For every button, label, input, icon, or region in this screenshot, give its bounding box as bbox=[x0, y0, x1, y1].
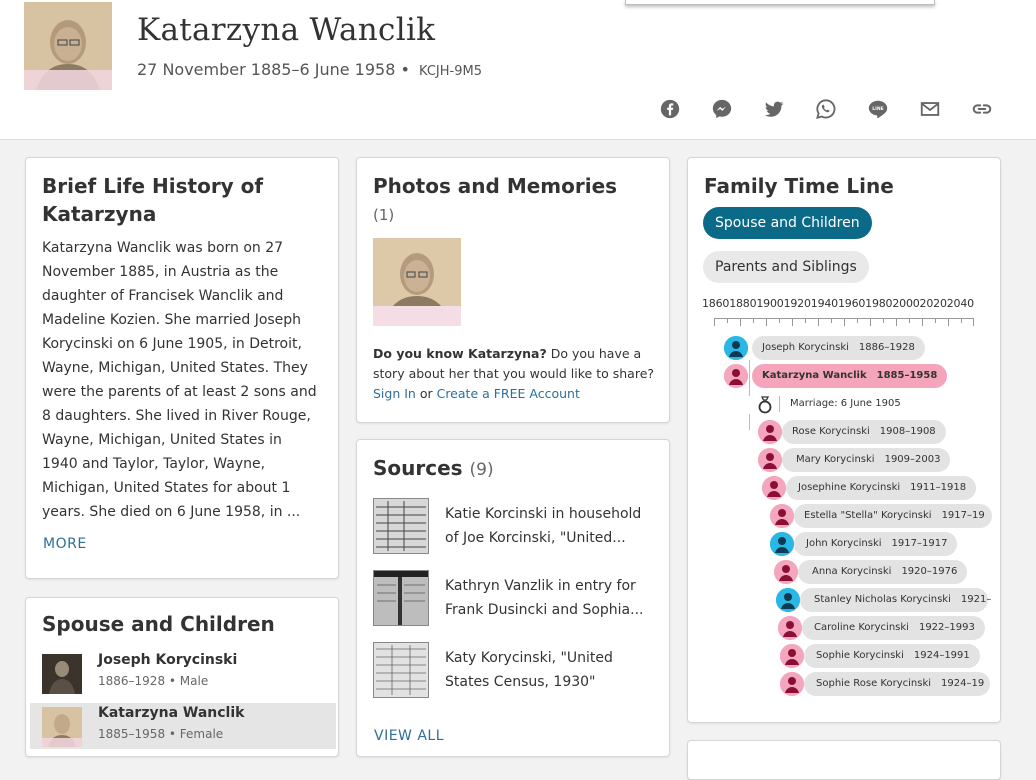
timeline-name: Stanley Nicholas Korycinski bbox=[814, 594, 951, 605]
source-text[interactable] bbox=[445, 646, 655, 694]
timeline-years: 1885–1958 bbox=[876, 370, 938, 381]
link-icon[interactable] bbox=[971, 98, 993, 120]
next-card bbox=[687, 740, 1001, 780]
memory-photo[interactable] bbox=[373, 238, 461, 326]
timeline-bar[interactable] bbox=[794, 532, 957, 556]
bio-line: Madeline Kozien. She married Joseph bbox=[42, 312, 302, 328]
member-meta: 1886–1928 • Male bbox=[98, 674, 209, 688]
timeline-years: 1886–1928 bbox=[858, 342, 915, 353]
female-person-icon bbox=[780, 644, 804, 668]
female-person-icon bbox=[778, 616, 802, 640]
life-history-title-line1: Brief Life History of bbox=[42, 174, 264, 198]
life-history-title-line2: Katarzyna bbox=[42, 202, 157, 226]
bio-line: 8 daughters. She lived in River Rouge, bbox=[42, 408, 311, 424]
life-history-title bbox=[42, 172, 263, 228]
timeline-years: 1922–1993 bbox=[918, 622, 975, 633]
source-document-thumbnail bbox=[373, 642, 429, 698]
bio-line: Michigan, United States for about 1 bbox=[42, 480, 291, 496]
female-person-icon bbox=[758, 448, 782, 472]
photos-count: (1) bbox=[373, 206, 395, 224]
timeline-bar[interactable] bbox=[782, 420, 946, 444]
source-item[interactable] bbox=[373, 498, 653, 554]
whatsapp-icon[interactable] bbox=[815, 98, 837, 120]
dates-separator: • bbox=[400, 60, 410, 79]
timeline-years: 1924–19 bbox=[941, 678, 985, 689]
dropdown-panel-edge bbox=[625, 0, 935, 5]
photos-card bbox=[356, 157, 670, 423]
person-avatar[interactable] bbox=[24, 2, 112, 90]
timeline-bar[interactable] bbox=[794, 504, 992, 528]
timeline-connector bbox=[749, 360, 750, 396]
family-timeline-card bbox=[687, 157, 1001, 723]
memories-prompt bbox=[373, 344, 665, 404]
timeline-bar[interactable] bbox=[798, 560, 967, 584]
tab-spouse-children[interactable]: Spouse and Children bbox=[703, 207, 872, 239]
prompt-rest: Do you have a bbox=[546, 346, 642, 361]
source-line1: Kathryn Vanzlik in entry for bbox=[445, 578, 636, 594]
prompt-line2: story about her that you would like to share? bbox=[373, 366, 655, 381]
source-line1: Katie Korcinski in household bbox=[445, 506, 642, 522]
source-item[interactable] bbox=[373, 642, 653, 698]
source-document-thumbnail bbox=[373, 570, 429, 626]
member-name[interactable]: Katarzyna Wanclik bbox=[98, 705, 245, 721]
prompt-bold: Do you know Katarzyna? bbox=[373, 346, 547, 361]
marriage-label: Marriage: 6 June 1905 bbox=[790, 398, 901, 409]
svg-text:LINE: LINE bbox=[872, 107, 884, 113]
facebook-icon[interactable] bbox=[659, 98, 681, 120]
bio-line: November 1885, in Austria as the bbox=[42, 264, 279, 280]
member-name[interactable]: Joseph Korycinski bbox=[98, 652, 238, 668]
timeline-years: 1917–19 bbox=[941, 510, 985, 521]
line-icon[interactable] bbox=[867, 98, 889, 120]
male-person-icon bbox=[776, 588, 800, 612]
bio-line: were the parents of at least 2 sons and bbox=[42, 384, 317, 400]
bio-line: 1940 and Taylor, Taylor, Wayne, bbox=[42, 456, 266, 472]
messenger-icon[interactable] bbox=[711, 98, 733, 120]
bio-line: Katarzyna Wanclik was born on 27 bbox=[42, 240, 284, 256]
sign-in-link[interactable]: Sign In bbox=[373, 386, 416, 401]
tab-parents-siblings[interactable]: Parents and Siblings bbox=[703, 251, 869, 283]
sources-title-text: Sources bbox=[373, 456, 463, 480]
timeline-name: Sophie Rose Korycinski bbox=[816, 678, 932, 689]
timeline-years: 1911–1918 bbox=[910, 482, 967, 493]
email-icon[interactable] bbox=[919, 98, 941, 120]
timeline-years: 1920–1976 bbox=[901, 566, 958, 577]
sources-card bbox=[356, 439, 670, 757]
person-lifespan bbox=[137, 60, 482, 79]
source-line2: Frank Dusincki and Sophia... bbox=[445, 602, 644, 618]
member-avatar bbox=[42, 707, 82, 747]
timeline-name: Joseph Korycinski bbox=[762, 342, 849, 353]
ring-icon bbox=[756, 392, 774, 416]
family-member-joseph[interactable] bbox=[30, 650, 336, 696]
timeline-name: Caroline Korycinski bbox=[814, 622, 909, 633]
timeline-years: 1924–1991 bbox=[913, 650, 970, 661]
timeline-name: Katarzyna Wanclik bbox=[762, 370, 867, 381]
photos-title: Photos and Memories bbox=[373, 174, 618, 198]
timeline-years: 1921– bbox=[960, 594, 992, 605]
person-name: Katarzyna Wanclik bbox=[137, 12, 436, 48]
timeline-name: Mary Korycinski bbox=[796, 454, 875, 465]
sources-title bbox=[373, 454, 494, 484]
create-account-link[interactable]: Create a FREE Account bbox=[436, 386, 580, 401]
family-member-katarzyna[interactable] bbox=[30, 703, 336, 749]
timeline-bar[interactable] bbox=[752, 364, 947, 388]
source-document-thumbnail bbox=[373, 498, 429, 554]
timeline-bar[interactable] bbox=[802, 616, 985, 640]
timeline-bar[interactable] bbox=[786, 476, 976, 500]
twitter-icon[interactable] bbox=[763, 98, 785, 120]
female-person-icon bbox=[758, 420, 782, 444]
bio-line: Wayne, Michigan, United States. They bbox=[42, 360, 308, 376]
more-link[interactable]: MORE bbox=[43, 536, 87, 552]
timeline-bar[interactable] bbox=[782, 448, 950, 472]
photo-overlay bbox=[373, 306, 461, 326]
bio-line: Wayne, Michigan, United States in bbox=[42, 432, 282, 448]
male-person-icon bbox=[724, 336, 748, 360]
female-person-icon bbox=[774, 560, 798, 584]
timeline-years: 1908–1908 bbox=[879, 426, 936, 437]
member-meta: 1885–1958 • Female bbox=[98, 727, 224, 741]
view-all-link[interactable]: VIEW ALL bbox=[374, 728, 445, 744]
source-text[interactable] bbox=[445, 574, 655, 622]
source-line2: States Census, 1930" bbox=[445, 674, 596, 690]
timeline-years: 1909–2003 bbox=[884, 454, 941, 465]
source-line1: Katy Korycinski, "United bbox=[445, 650, 613, 666]
timeline-bar[interactable] bbox=[804, 672, 990, 696]
timeline-name: John Korycinski bbox=[806, 538, 882, 549]
male-person-icon bbox=[770, 532, 794, 556]
timeline-year-labels: 1860188019001920194019601980200020202040 bbox=[702, 297, 974, 310]
life-history-card bbox=[25, 157, 339, 579]
prompt-or: or bbox=[415, 386, 437, 401]
source-item[interactable] bbox=[373, 570, 653, 626]
timeline-bar[interactable] bbox=[800, 588, 992, 612]
member-avatar bbox=[42, 654, 82, 694]
timeline-bar[interactable] bbox=[804, 644, 980, 668]
timeline-years: 1917–1917 bbox=[891, 538, 948, 549]
timeline-axis bbox=[714, 318, 974, 326]
timeline-name: Estella "Stella" Korycinski bbox=[804, 510, 932, 521]
life-history-text bbox=[42, 236, 334, 524]
female-person-icon bbox=[770, 504, 794, 528]
bio-line: years. She died on 6 June 1958, in ... bbox=[42, 504, 301, 520]
person-dates: 27 November 1885–6 June 1958 bbox=[137, 60, 396, 79]
timeline-name: Anna Korycinski bbox=[812, 566, 892, 577]
bio-line: Korycinski on 6 June 1905, in Detroit, bbox=[42, 336, 302, 352]
timeline-name: Rose Korycinski bbox=[792, 426, 870, 437]
person-id[interactable]: KCJH-9M5 bbox=[419, 64, 482, 79]
spouse-children-card bbox=[25, 597, 339, 757]
timeline-name: Sophie Korycinski bbox=[816, 650, 904, 661]
timeline-bar[interactable] bbox=[752, 336, 925, 360]
spouse-children-title: Spouse and Children bbox=[42, 612, 275, 636]
timeline-connector bbox=[749, 414, 750, 430]
female-person-icon bbox=[762, 476, 786, 500]
female-person-icon bbox=[724, 364, 748, 388]
bio-line: daughter of Francisek Wanclik and bbox=[42, 288, 284, 304]
sources-count: (9) bbox=[469, 460, 494, 480]
source-line2: of Joe Korcinski, "United... bbox=[445, 530, 626, 546]
female-person-icon bbox=[780, 672, 804, 696]
source-text[interactable] bbox=[445, 502, 655, 550]
timeline-name: Josephine Korycinski bbox=[798, 482, 901, 493]
timeline-title: Family Time Line bbox=[704, 174, 894, 198]
marriage-divider bbox=[779, 396, 780, 412]
person-header bbox=[0, 0, 1036, 140]
